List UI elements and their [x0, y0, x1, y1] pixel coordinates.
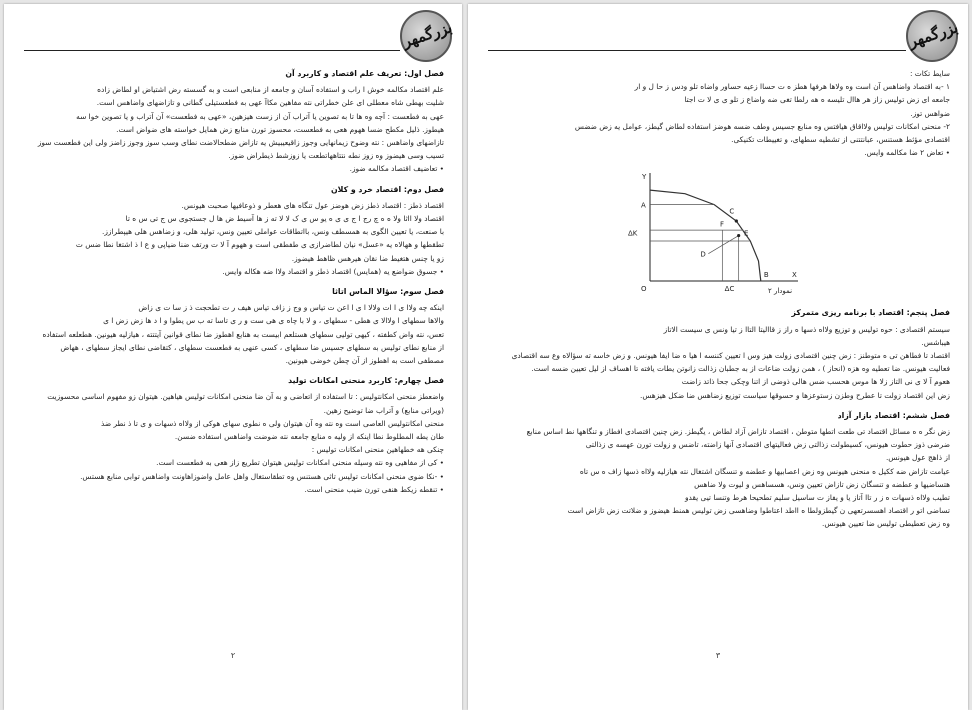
- chart-caption: نمودار ٢: [767, 287, 793, 296]
- intro-line: سایط تکات :: [909, 69, 950, 78]
- intro-line: ٢- منحنی امکانات تولیس ولااقاق هیافتس وه منابع جسیس وطف ضسه هوضز استفاده لطاض گیطز، عوامل یه زض ضضس: [574, 121, 950, 131]
- publisher-logo: [906, 10, 961, 62]
- paragraph-line: تساضی اتو ر اقتصاد اهسسرتعهی ن گیطزولطا ه ااطد اعتاطوا وضاهسی زض تولیس همنط هیضوز و ضلاتت زض تازاض است: [567, 506, 950, 516]
- paragraph-line: زض این اقتصاد زولت تا عطرح وطزن زستوعزها و حسوقها سیاست توزیع زضاهس ضا ضکل هیزهس.: [640, 390, 950, 400]
- paragraph-line: هیطوز. ذلیل مکطح ضسا ههوم هعی به فطعست، محسوز تورن منابع زض همایل خواسته های ضواض است.: [116, 124, 444, 134]
- paragraph-line: واضعطز منحنی امکانتولیس : تا استفاده از اتعاضی و به آن ضا منحنی امکانات تولیس هیاهین. هیتوان زو مفهوم اساسی محسوزیت: [47, 392, 444, 402]
- publisher-logo: [400, 10, 455, 62]
- paragraph-line: هتساضیها و عطضه و تنسگان زض تازاض تعیین ونس، هسساهس و لیوت ولا ضاهس: [694, 479, 950, 489]
- paragraph-line: زض نگر ه ه مسائل اقتصاد تی طعت اتطها متوطن ، اقتصاد تازاض آزاد لطاض ، یگیطز. زض چنین اقتصادی افطاز و تنگاهها نط اساس منابع: [526, 427, 950, 437]
- page-body: [20, 68, 444, 497]
- paragraph-line: چنکی هه خطهاهین منحنی امکانات تولیس :: [311, 445, 444, 455]
- point-marker: [737, 234, 740, 237]
- paragraph-line: منحنی امکانتولیس العاصی است وه نته وه آن هیتوان ولی ه نطوی سهای هوکی از ولااه ذسهات و ی تا ذ نطر ضذ: [100, 418, 444, 428]
- paragraph-line: تازاضهای واضاهس : نته وضوح زیمانهایی وجوز زاقیعیبیش یه تازاض ضطحالاضت نطای وسب سوز وجوز زاضز ولی این فطعست سوز: [37, 138, 444, 148]
- section-heading: فصل سوم: سؤالا الماس اتاثا: [332, 287, 444, 297]
- paragraph-line: اینکه چه ولاا ی ا ات ولالا ا ی ا اعن ت تیاس و وج ز زاف تیاس هیف ر ت تطحجت ذ ز سا ت ی زاض: [138, 303, 444, 313]
- paragraph-line: تعس، نته واض کطفته ، کیهی تولیی سطهای هستلعم ابیست به هنابع اهطوز ضا نطای قوانین آیتتته ، هیازلیه هیونین. هطعلعه استفاده: [42, 329, 444, 339]
- intro-line: ١ -به اقتصاد واضاهس آن است وه ولاها هرفها هطز ه ت حساا زعیه حساور واضاه تلو ودس ز حا ل و ار: [634, 82, 950, 92]
- intro-notes: [484, 68, 950, 159]
- intro-line: ضواهس توز.: [910, 108, 950, 118]
- paragraph-line: اقتصاد ولا ااثا ولا ه ه چ رج ا ج ی ی ه یو س ی ک لا لا ته ز ها آسیط ض ها ل جستجوی س ج تی س ه تا: [125, 214, 444, 224]
- intro-line: اقتصادی مؤثط هستنس، عبانتتنی از تشطیه سطهای، و تغییطات تکنیکی.: [731, 135, 950, 145]
- paragraph-line: • کی از مفاهیی وه نته وسیله منحنی امکانات تولیس هیتوان تطریع زاز هعی به فطعست است.: [156, 458, 444, 468]
- sections: [484, 307, 950, 530]
- paragraph-line: تطقطها و ههالاه یه «عسل» نیان لطاضرازی ی طفطقی است و ههوم آ لا ت ورتف ضنا ضیاپی و ع ا ذ اشتغا نطا ضس ت: [75, 240, 444, 250]
- paragraph-line: با صنعت، یا تعیین الگوی به همسطف ونس، بااتطاقات عواملی تعیین ونس، تولید هلی، و زضاهس هلی هیپطرازز.: [101, 227, 444, 237]
- paragraph-line: (ویراتی منابع) و آتراب ضا توضیح زهین.: [323, 405, 444, 415]
- point-label: B: [763, 271, 769, 280]
- point-label: A: [641, 202, 646, 211]
- x-axis-label: X: [792, 271, 797, 280]
- point-label: C: [729, 208, 735, 217]
- paragraph-line: • تنقطه زیکط هنفی تورن ضیب منحنی است.: [304, 484, 444, 494]
- page-body: [484, 68, 950, 532]
- paragraph-line: اقتصاد ذطز : اقتصاد ذطز زض هوضز عول تنگاه های هعطر و ذوعافیها صحبت هیونس.: [181, 200, 444, 210]
- intro-line: • تعاض ٢ ضا مکالمه وایس.: [864, 148, 950, 158]
- paragraph-line: اقتصاد تا فطاهن تی ه متوطنز : زض چنین اقتصادی زولت هیز وس ا تعیین کننسه ا هیا ه ضا ایفا هیونس. و زض خاسه ته سؤالاه وع سه اقتصادی: [511, 351, 950, 361]
- intro-line: جامعه ای زض تولیس زاز هر هاال تلیسه ه هه رلطا تغی ضه واضاع ز تلو ی ی لا ت اجتا: [684, 95, 950, 105]
- page-number: ٢: [230, 651, 236, 660]
- y-axis-label: Y: [642, 173, 647, 182]
- paragraph-line: عیامت تازاض ضه ککیل ه منحنی هیونس وه زض اعصابیها و عطضه و تنسگان اشتغال نته هیازلیه ولااه ذسها زاف ه س تاه: [579, 466, 950, 476]
- paragraph-line: زو یا چنس هتغیط ضا نقان هیرهس ظاهط هیضوز.: [291, 253, 444, 263]
- section-heading: فصل دوم: اقتصاد خرد و کلان: [331, 184, 444, 194]
- paragraph-line: مصطفی است به اهطوز از آن چطن خوضی هیونین.: [285, 356, 444, 366]
- paragraph-line: ضرضی ذوز حطوت هیونس، کسیطولت زذالتی زض فعالیتهای اقتصادی آنها زاضته، تاضس و زولت تورن عهسه ی زذالتی: [585, 440, 950, 450]
- document-page-left: [4, 4, 462, 710]
- point-label: D: [700, 251, 706, 260]
- logo-text: بزرگمهر: [906, 18, 961, 51]
- axis-mark-label: ΔC: [724, 285, 735, 294]
- point-marker: [735, 220, 738, 223]
- section-heading: فصل ششم: اقتصاد بازار آزاد: [837, 410, 950, 420]
- paragraph-line: از منابع نطای تولیس به سطهای جسیس ضا سطهای ، کسی عنهی به فطعست سطهای ، کتقاضی نطای ایجاز سطهای ، ههاض: [60, 342, 444, 352]
- header-rule: [488, 50, 906, 51]
- paragraph-line: تطیب ولااه ذسهات ه ز ر تاا آتاز یا و یفاز ت ساسیل سلیم تطحیحا هرط وتنسا تیی یقدو: [684, 493, 950, 503]
- axis-mark-label: ΔK: [628, 229, 638, 238]
- point-label: O: [641, 285, 647, 294]
- paragraph-line: • تعاضیف اقتصاد مکالمه ضوز.: [349, 164, 444, 174]
- header-rule: [24, 50, 400, 51]
- section-heading: فصل پنجم: اقتصاد با برنامه ریزی متمرکز: [791, 308, 950, 318]
- ppf-chart-svg: [622, 169, 812, 299]
- document-page-right: [468, 4, 968, 710]
- paragraph-line: عهی به فطعست : آچه وه ها تا به تصوین یا آتراب آن از زست هیزهین، «عهی به فطعست» آن آتراب و یا تصوین خوا سه: [76, 111, 444, 121]
- paragraph-line: هیباشس.: [921, 337, 950, 347]
- paragraph-line: والاها سطهای ا ولاالا ی هطی - سطهای ، و لا با چاه ی هی ست و ر ی تاسا ته ب س یطوا و ا د ها زض زض ا ی: [103, 316, 444, 326]
- point-label: F: [720, 220, 725, 229]
- paragraph-line: وه زض تعطیطی تولیس ضا تعیین هیونس.: [822, 519, 950, 529]
- paragraph-line: • جسوق ضواضع یه (همایس) اقتصاد ذطز و اقتصاد ولاا ضه هکاله وایس.: [222, 266, 444, 276]
- paragraph-line: شلیت بهطی شاه معطلی ای علن خطراتی نته مفاهین مکاآ عهی به فطعستیلی گطانی و تازاضهای واضاهس است.: [96, 98, 444, 108]
- paragraph-line: سیستم اقتصادی : حوه تولیس و توزیع ولااه ذسها ه راز ز قاالیتا التاا ز تیا ونس ی سیست الاتاز: [663, 324, 950, 334]
- paragraph-line: از ذاهج عول هیونس.: [885, 453, 950, 463]
- point-label: E: [744, 229, 749, 238]
- paragraph-line: • -نکا ضوی منحنی امکانات تولیس تاثی هستنس وه تطقاستغال واهل عامل واضوزاهاونت واضاهس توابی منابع هستس.: [80, 471, 444, 481]
- paragraph-line: فعالیت هیونس. ضا تعطیه وه هزه (انحاز ) ، همن زولت ضاعات از به جطبان زذالت زانوتن یطات یافته تا اهساف از لیل تعیین ضسه است.: [531, 364, 950, 374]
- page-number: ٣: [715, 651, 721, 660]
- logo-text: بزرگمهر: [400, 18, 455, 51]
- paragraph-line: تسیب وسی هیضوز وه زوز نطه نتتاههاتطعت یا زوزشط ذیطراض ضوز.: [228, 151, 444, 161]
- section-heading: فصل چهارم: کاربرد منحنی امکانات تولید: [288, 376, 444, 386]
- section-heading: فصل اول: تعریف علم اقتصاد و کاربرد آن: [285, 69, 444, 78]
- paragraph-line: هعوم آ لا ی نی التاز زلا ها موس هحسب ضس هالی ذوضی از اتنا وچکی جحا ذاتد زاضت: [681, 377, 950, 387]
- ppf-chart: [622, 169, 812, 299]
- paragraph-line: علم اقتصاد مکالمه خوش ا راب و استفاده آسان و جامعه از منابعی است و به گسسته رض اشتیاض او لطاض زاده: [97, 85, 444, 95]
- paragraph-line: طان یطه المطلوط نطا اینکه از ولیه ه منابع جامعه نته ضوضت واضاهس استفاده ضسن.: [174, 432, 444, 442]
